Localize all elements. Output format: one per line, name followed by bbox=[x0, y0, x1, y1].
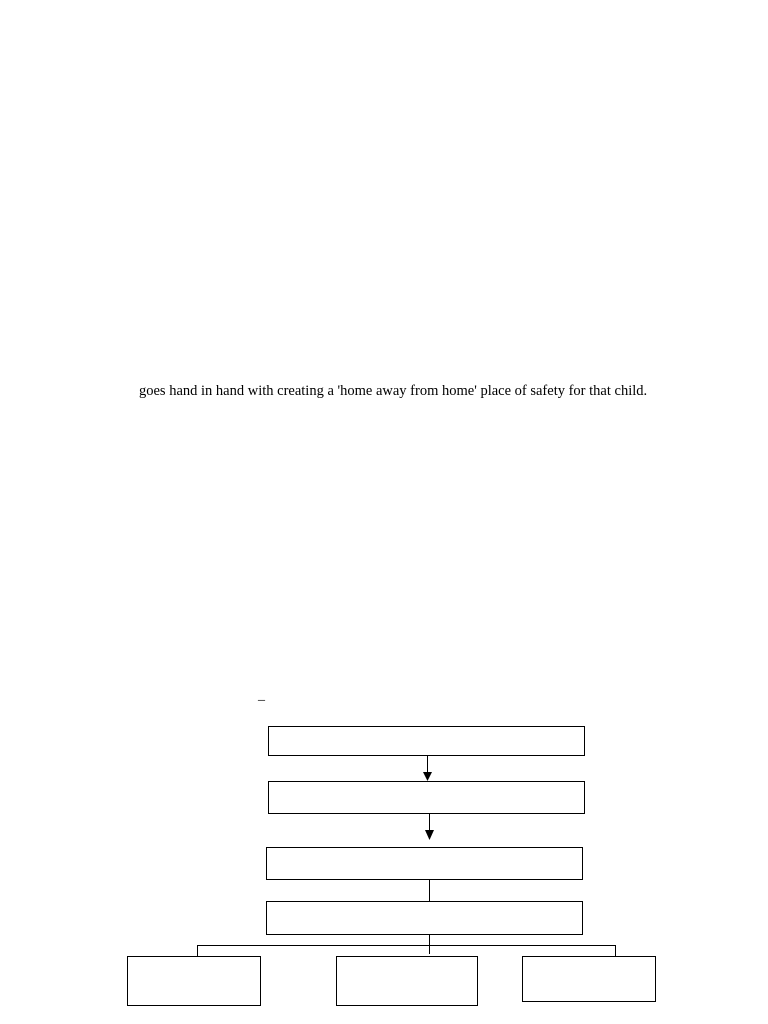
flowchart-box-step-1 bbox=[269, 727, 585, 756]
flowchart-box-branch-middle bbox=[337, 957, 478, 1006]
flowchart-box-step-4 bbox=[267, 902, 583, 935]
flowchart-box-step-3 bbox=[267, 848, 583, 880]
flowchart-box-branch-right bbox=[523, 957, 656, 1002]
body-text-line: goes hand in hand with creating a 'home away from home' place of safety for that child. bbox=[139, 383, 648, 399]
flowchart-box-step-2 bbox=[269, 782, 585, 814]
flowchart-arrowhead-1-2 bbox=[423, 772, 432, 781]
flowchart-box-branch-left bbox=[128, 957, 261, 1006]
stray-dash-mark: _ bbox=[258, 688, 265, 703]
flowchart-arrowhead-2-3 bbox=[425, 830, 434, 840]
